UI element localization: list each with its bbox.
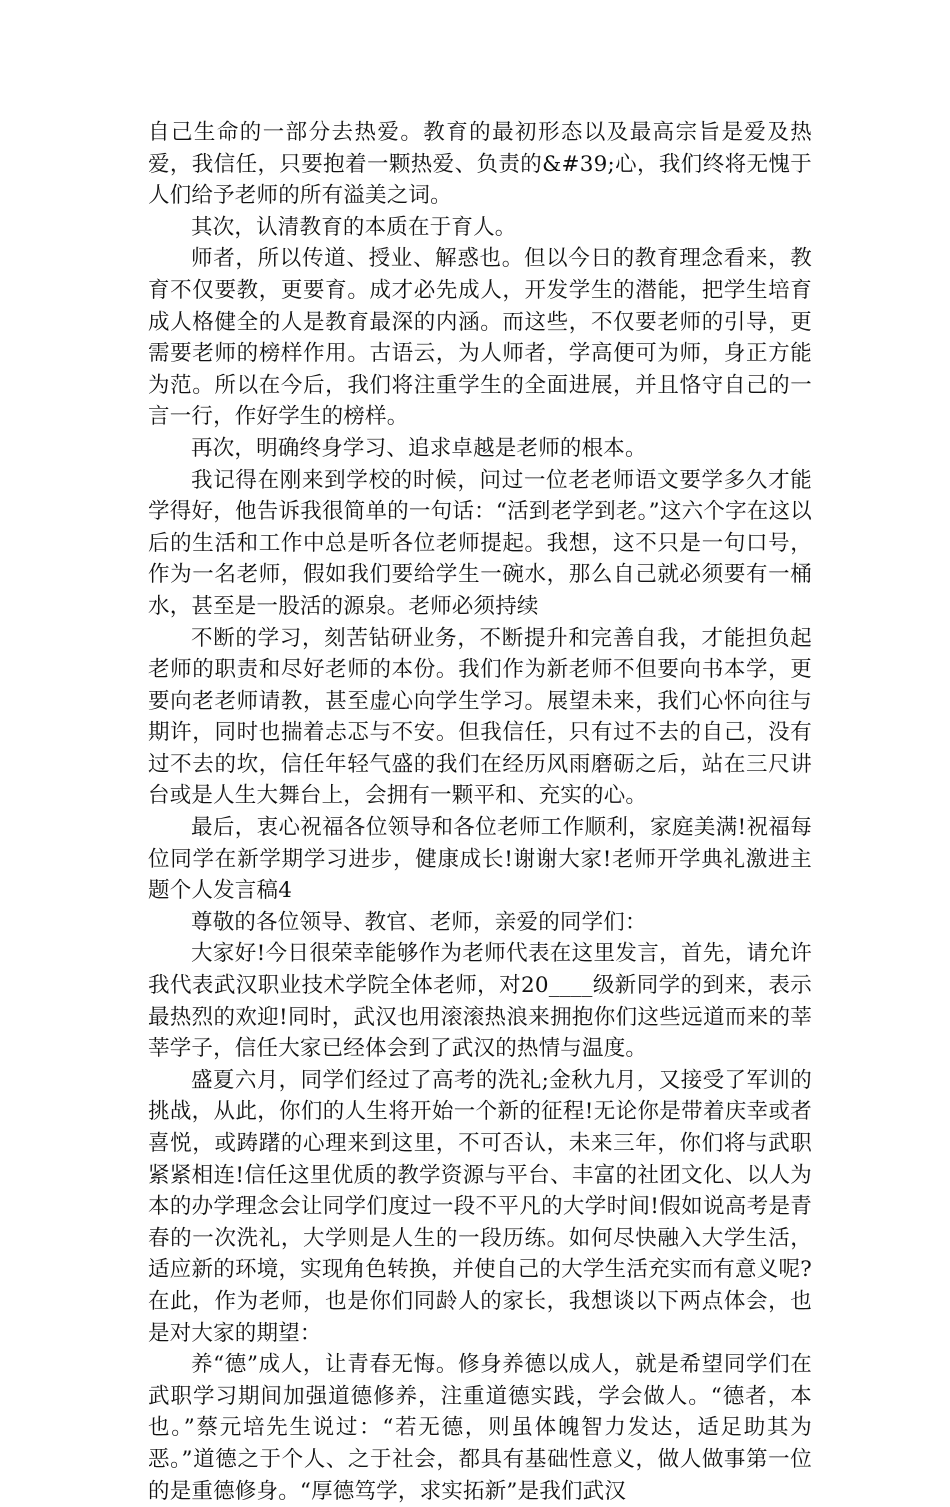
paragraph-closing: 最后，衷心祝福各位领导和各位老师工作顺利，家庭美满!祝福每位同学在新学期学习进步，健康成长!谢谢大家!老师开学典礼激进主题个人发言稿4 — [148, 815, 812, 904]
paragraph: 我记得在刚来到学校的时候，问过一位老老师语文要学多久才能学得好，他告诉我很简单的一句话：“活到老学到老。”这六个字在这以后的生活和工作中总是听各位老师提起。我想，这不只是一句口号，作为一名老师，假如我们要给学生一碗水，那么自己就必须要有一桶水，甚至是一股活的源泉。老师必须持续 — [148, 467, 812, 619]
paragraph: 师者，所以传道、授业、解惑也。但以今日的教育理念看来，教育不仅要教，更要育。成才必先成人，开发学生的潜能，把学生培育成人格健全的人是教育最深的内涵。而这些，不仅要老师的引导，更需要老师的榜样作用。古语云，为人师者，学高便可为师，身正方能为范。所以在今后，我们将注重学生的全面进展，并且恪守自己的一言一行，作好学生的榜样。 — [148, 246, 812, 430]
document-body — [148, 117, 812, 1507]
paragraph: 大家好!今日很荣幸能够作为老师代表在这里发言，首先，请允许我代表武汉职业技术学院全体老师，对20____级新同学的到来，表示最热烈的欢迎!同时，武汉也用滚滚热浪来拥抱你们这些远道而来的莘莘学子，信任大家已经体会到了武汉的热情与温度。 — [148, 941, 812, 1062]
paragraph: 养“德”成人，让青春无悔。修身养德以成人，就是希望同学们在武职学习期间加强道德修养，注重道德实践，学会做人。“德者，本也。”蔡元培先生说过：“若无德，则虽体魄智力发达，适足助其为恶。”道德之于个人、之于社会，都具有基础性意义，做人做事第一位的是重德修身。“厚德笃学，求实拓新”是我们武汉 — [148, 1352, 812, 1504]
paragraph-salutation: 尊敬的各位领导、教官、老师，亲爱的同学们： — [191, 909, 647, 935]
paragraph-heading-second: 其次，认清教育的本质在于育人。 — [191, 214, 517, 240]
paragraph-heading-third: 再次，明确终身学习、追求卓越是老师的根本。 — [191, 435, 647, 461]
paragraph: 盛夏六月，同学们经过了高考的洗礼;金秋九月，又接受了军训的挑战，从此，你们的人生将开始一个新的征程!无论你是带着庆幸或者喜悦，或踌躇的心理来到这里，不可否认，未来三年，你们将与武职紧紧相连!信任这里优质的教学资源与平台、丰富的社团文化、以人为本的办学理念会让同学们度过一段不平凡的大学时间!假如说高考是青春的一次洗礼，大学则是人生的一段历练。如何尽快融入大学生活，适应新的环境，实现角色转换，并使自己的大学生活充实而有意义呢?在此，作为老师，也是你们同龄人的家长，我想谈以下两点体会，也是对大家的期望： — [148, 1067, 812, 1346]
paragraph: 不断的学习，刻苦钻研业务，不断提升和完善自我，才能担负起老师的职责和尽好老师的本份。我们作为新老师不但要向书本学，更要向老老师请教，甚至虚心向学生学习。展望未来，我们心怀向往与期许，同时也揣着忐忑与不安。但我信任，只有过不去的自己，没有过不去的坎，信任年轻气盛的我们在经历风雨磨砺之后，站在三尺讲台或是人生大舞台上，会拥有一颗平和、充实的心。 — [148, 625, 812, 809]
paragraph-continuation: 自己生命的一部分去热爱。教育的最初形态以及最高宗旨是爱及热爱，我信任，只要抱着一颗热爱、负责的&#39;心，我们终将无愧于人们给予老师的所有溢美之词。 — [148, 120, 812, 209]
